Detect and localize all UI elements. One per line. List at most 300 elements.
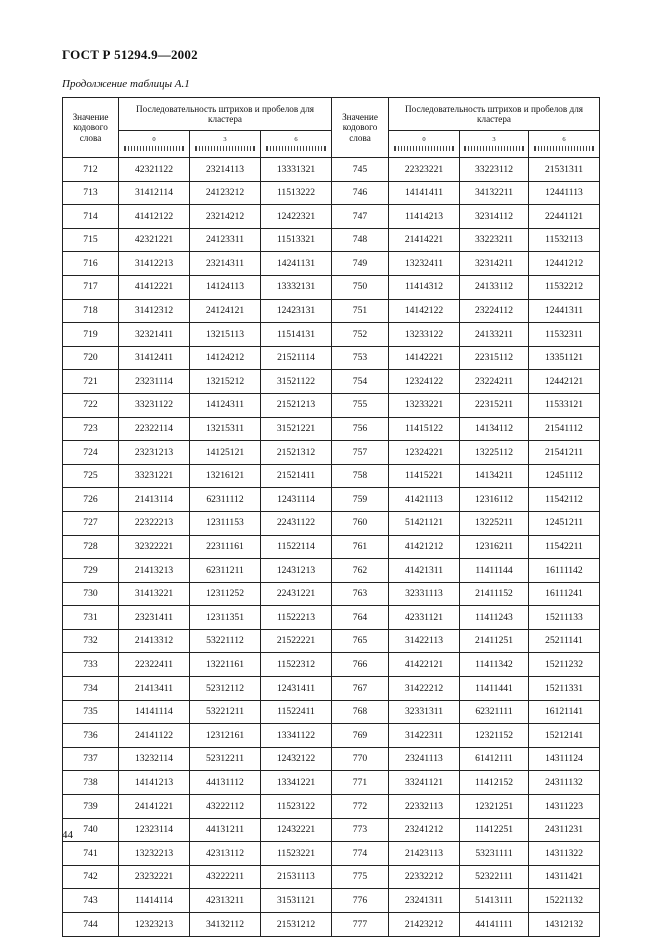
value-cell-left: 721: [63, 370, 119, 394]
value-cell-right: 775: [332, 865, 389, 889]
cluster3-cell-left: 23214113: [190, 158, 261, 182]
cluster3-cell-left: 43222211: [190, 865, 261, 889]
value-cell-right: 751: [332, 299, 389, 323]
cluster3-cell-right: 52322111: [460, 865, 529, 889]
cluster3-cell-right: 21411152: [460, 582, 529, 606]
value-cell-right: 746: [332, 181, 389, 205]
table-row: [63, 795, 600, 819]
value-cell-right: 774: [332, 842, 389, 866]
cluster3-cell-left: 13221161: [190, 653, 261, 677]
pattern-header-0-left: [119, 131, 190, 158]
cluster3-cell-right: 11411243: [460, 606, 529, 630]
value-cell-right: 768: [332, 700, 389, 724]
cluster0-cell-right: 32331311: [389, 700, 460, 724]
cluster6-cell-right: 11532212: [529, 275, 600, 299]
cluster6-cell-right: 16111241: [529, 582, 600, 606]
cluster3-cell-left: 14124311: [190, 393, 261, 417]
value-cell-left: 715: [63, 228, 119, 252]
pattern-header-0-right: [389, 131, 460, 158]
cluster6-cell-left: 12432122: [261, 747, 332, 771]
cluster0-cell-left: 24141122: [119, 724, 190, 748]
cluster6-cell-left: 12431411: [261, 677, 332, 701]
value-cell-left: 743: [63, 889, 119, 913]
table-row: [63, 181, 600, 205]
bar-pattern-icon: [394, 146, 454, 151]
cluster0-cell-right: 23241311: [389, 889, 460, 913]
table-row: [63, 865, 600, 889]
pattern-header-3-right: [460, 131, 529, 158]
value-cell-right: 752: [332, 323, 389, 347]
cluster6-cell-right: 21541112: [529, 417, 600, 441]
cluster0-cell-right: 32331113: [389, 582, 460, 606]
pattern-number: 6: [294, 136, 298, 144]
cluster0-cell-left: 41412122: [119, 205, 190, 229]
cluster6-cell-right: 13351121: [529, 346, 600, 370]
cluster3-cell-left: 44131211: [190, 818, 261, 842]
value-cell-right: 749: [332, 252, 389, 276]
cluster3-cell-right: 13225112: [460, 441, 529, 465]
value-cell-left: 725: [63, 464, 119, 488]
value-cell-left: 712: [63, 158, 119, 182]
cluster3-cell-right: 24133112: [460, 275, 529, 299]
cluster3-cell-left: 62311112: [190, 488, 261, 512]
cluster6-cell-left: 12423131: [261, 299, 332, 323]
cluster3-cell-left: 43222112: [190, 795, 261, 819]
cluster3-cell-left: 23214311: [190, 252, 261, 276]
cluster0-cell-left: 31412411: [119, 346, 190, 370]
table-row: [63, 228, 600, 252]
cluster3-cell-right: 12321251: [460, 795, 529, 819]
value-cell-left: 714: [63, 205, 119, 229]
codeword-table: [62, 97, 600, 937]
cluster6-cell-right: 15221132: [529, 889, 600, 913]
cluster3-cell-left: 14124113: [190, 275, 261, 299]
cluster0-cell-left: 32322221: [119, 535, 190, 559]
table-row: [63, 535, 600, 559]
table-row: [63, 677, 600, 701]
bar-pattern-icon: [195, 146, 255, 151]
table-row: [63, 275, 600, 299]
value-cell-left: 739: [63, 795, 119, 819]
cluster0-cell-left: 13232114: [119, 747, 190, 771]
cluster3-cell-right: 33223112: [460, 158, 529, 182]
cluster6-cell-left: 22431122: [261, 511, 332, 535]
table-row: [63, 158, 600, 182]
cluster3-cell-left: 53221211: [190, 700, 261, 724]
cluster3-cell-right: 11411441: [460, 677, 529, 701]
cluster6-cell-left: 12422321: [261, 205, 332, 229]
value-cell-left: 737: [63, 747, 119, 771]
cluster3-cell-left: 13215212: [190, 370, 261, 394]
cluster3-cell-right: 22315211: [460, 393, 529, 417]
cluster3-cell-right: 22315112: [460, 346, 529, 370]
cluster0-cell-left: 22322411: [119, 653, 190, 677]
table-row: [63, 842, 600, 866]
cluster0-cell-left: 31412114: [119, 181, 190, 205]
cluster0-cell-left: 12323114: [119, 818, 190, 842]
bar-pattern-icon: [534, 146, 594, 151]
value-cell-left: 713: [63, 181, 119, 205]
value-cell-left: 744: [63, 913, 119, 937]
cluster3-cell-left: 12312161: [190, 724, 261, 748]
value-cell-right: 776: [332, 889, 389, 913]
cluster6-cell-left: 21521411: [261, 464, 332, 488]
value-cell-right: 761: [332, 535, 389, 559]
value-cell-left: 741: [63, 842, 119, 866]
table-row: [63, 700, 600, 724]
cluster6-cell-right: 25211141: [529, 629, 600, 653]
cluster0-cell-right: 11415122: [389, 417, 460, 441]
value-cell-left: 734: [63, 677, 119, 701]
table-row: [63, 205, 600, 229]
value-cell-right: 762: [332, 559, 389, 583]
cluster3-cell-left: 23214212: [190, 205, 261, 229]
cluster0-cell-right: 21423212: [389, 913, 460, 937]
cluster3-cell-right: 32314112: [460, 205, 529, 229]
cluster0-cell-right: 22332212: [389, 865, 460, 889]
cluster3-cell-left: 22311161: [190, 535, 261, 559]
cluster3-cell-left: 44131112: [190, 771, 261, 795]
value-cell-right: 767: [332, 677, 389, 701]
cluster6-cell-right: 16121141: [529, 700, 600, 724]
cluster6-cell-right: 12441311: [529, 299, 600, 323]
value-cell-right: 769: [332, 724, 389, 748]
cluster6-cell-left: 31521221: [261, 417, 332, 441]
cluster0-cell-right: 42331121: [389, 606, 460, 630]
cluster0-cell-left: 22322213: [119, 511, 190, 535]
value-cell-right: 756: [332, 417, 389, 441]
value-cell-left: 733: [63, 653, 119, 677]
cluster3-cell-right: 32314211: [460, 252, 529, 276]
cluster6-cell-left: 21521312: [261, 441, 332, 465]
value-cell-left: 740: [63, 818, 119, 842]
cluster0-cell-left: 24141221: [119, 795, 190, 819]
cluster6-cell-left: 11522411: [261, 700, 332, 724]
cluster3-cell-right: 12316211: [460, 535, 529, 559]
value-cell-left: 717: [63, 275, 119, 299]
cluster3-cell-right: 62321111: [460, 700, 529, 724]
cluster0-cell-right: 31422113: [389, 629, 460, 653]
cluster6-cell-left: 14241131: [261, 252, 332, 276]
cluster0-cell-right: 41421113: [389, 488, 460, 512]
cluster3-cell-right: 11411144: [460, 559, 529, 583]
cluster6-cell-right: 14311322: [529, 842, 600, 866]
cluster3-cell-left: 53221112: [190, 629, 261, 653]
cluster0-cell-right: 31422212: [389, 677, 460, 701]
value-cell-right: 748: [332, 228, 389, 252]
cluster6-cell-left: 11522312: [261, 653, 332, 677]
value-cell-left: 718: [63, 299, 119, 323]
pattern-header-3-left: [190, 131, 261, 158]
cluster3-cell-left: 13215311: [190, 417, 261, 441]
value-cell-left: 719: [63, 323, 119, 347]
cluster6-cell-left: 13331321: [261, 158, 332, 182]
value-cell-right: 758: [332, 464, 389, 488]
cluster0-cell-right: 14141411: [389, 181, 460, 205]
cluster6-cell-right: 12442121: [529, 370, 600, 394]
cluster3-cell-right: 12316112: [460, 488, 529, 512]
cluster3-cell-left: 12311153: [190, 511, 261, 535]
cluster3-cell-right: 44141111: [460, 913, 529, 937]
value-cell-left: 716: [63, 252, 119, 276]
cluster0-cell-right: 11415221: [389, 464, 460, 488]
cluster3-cell-left: 13215113: [190, 323, 261, 347]
cluster0-cell-left: 11414114: [119, 889, 190, 913]
table-row: [63, 629, 600, 653]
cluster3-cell-left: 52312211: [190, 747, 261, 771]
cluster3-cell-left: 62311211: [190, 559, 261, 583]
cluster0-cell-left: 13232213: [119, 842, 190, 866]
table-row: [63, 370, 600, 394]
sequence-header-right: Последовательность штрихов и пробелов для кластера: [389, 98, 600, 131]
cluster0-cell-left: 14141114: [119, 700, 190, 724]
cluster6-cell-right: 11532311: [529, 323, 600, 347]
value-cell-right: 763: [332, 582, 389, 606]
cluster6-cell-left: 11513222: [261, 181, 332, 205]
value-cell-right: 772: [332, 795, 389, 819]
cluster6-cell-left: 11514131: [261, 323, 332, 347]
cluster0-cell-right: 31422311: [389, 724, 460, 748]
cluster6-cell-left: 21521213: [261, 393, 332, 417]
value-header-right: Значение кодового слова: [332, 98, 389, 158]
value-cell-right: 760: [332, 511, 389, 535]
cluster0-cell-right: 41421212: [389, 535, 460, 559]
table-row: [63, 323, 600, 347]
cluster6-cell-right: 11542112: [529, 488, 600, 512]
cluster6-cell-right: 12451211: [529, 511, 600, 535]
table-row: [63, 913, 600, 937]
cluster3-cell-left: 24123212: [190, 181, 261, 205]
cluster3-cell-right: 53231111: [460, 842, 529, 866]
cluster3-cell-left: 24123311: [190, 228, 261, 252]
cluster6-cell-left: 13341221: [261, 771, 332, 795]
cluster6-cell-right: 11542211: [529, 535, 600, 559]
cluster3-cell-right: 12321152: [460, 724, 529, 748]
value-cell-right: 757: [332, 441, 389, 465]
cluster0-cell-right: 22332113: [389, 795, 460, 819]
cluster3-cell-left: 13216121: [190, 464, 261, 488]
cluster0-cell-right: 11414213: [389, 205, 460, 229]
cluster3-cell-right: 11412251: [460, 818, 529, 842]
cluster3-cell-right: 13225211: [460, 511, 529, 535]
cluster3-cell-left: 52312112: [190, 677, 261, 701]
cluster3-cell-right: 14134112: [460, 417, 529, 441]
cluster6-cell-left: 22431221: [261, 582, 332, 606]
table-row: [63, 511, 600, 535]
cluster0-cell-right: 12324221: [389, 441, 460, 465]
cluster6-cell-right: 12441113: [529, 181, 600, 205]
cluster0-cell-left: 21413312: [119, 629, 190, 653]
cluster0-cell-left: 31413221: [119, 582, 190, 606]
cluster0-cell-right: 21423113: [389, 842, 460, 866]
cluster6-cell-right: 14311223: [529, 795, 600, 819]
value-cell-left: 732: [63, 629, 119, 653]
value-cell-left: 729: [63, 559, 119, 583]
value-cell-right: 777: [332, 913, 389, 937]
bar-pattern-icon: [124, 146, 184, 151]
cluster0-cell-right: 13233122: [389, 323, 460, 347]
pattern-header-6-right: [529, 131, 600, 158]
cluster3-cell-right: 23224211: [460, 370, 529, 394]
cluster6-cell-left: 21522221: [261, 629, 332, 653]
cluster0-cell-left: 42321122: [119, 158, 190, 182]
table-row: [63, 441, 600, 465]
table-row: [63, 488, 600, 512]
cluster0-cell-left: 21413114: [119, 488, 190, 512]
bar-pattern-icon: [464, 146, 524, 151]
cluster0-cell-right: 22323221: [389, 158, 460, 182]
cluster6-cell-right: 24311231: [529, 818, 600, 842]
cluster6-cell-left: 31521122: [261, 370, 332, 394]
cluster6-cell-left: 12432221: [261, 818, 332, 842]
value-cell-right: 770: [332, 747, 389, 771]
cluster0-cell-left: 22322114: [119, 417, 190, 441]
value-cell-left: 736: [63, 724, 119, 748]
cluster0-cell-left: 23231114: [119, 370, 190, 394]
cluster6-cell-right: 22441121: [529, 205, 600, 229]
value-cell-left: 726: [63, 488, 119, 512]
cluster6-cell-left: 13332131: [261, 275, 332, 299]
table-body: [63, 158, 600, 937]
sequence-header-left: Последовательность штрихов и пробелов для кластера: [119, 98, 332, 131]
cluster0-cell-left: 23232221: [119, 865, 190, 889]
cluster6-cell-left: 21531212: [261, 913, 332, 937]
value-cell-left: 728: [63, 535, 119, 559]
cluster6-cell-left: 11523122: [261, 795, 332, 819]
cluster0-cell-left: 31412213: [119, 252, 190, 276]
cluster3-cell-right: 34132211: [460, 181, 529, 205]
cluster0-cell-left: 33231122: [119, 393, 190, 417]
pattern-number: 0: [422, 136, 426, 144]
pattern-header-6-left: [261, 131, 332, 158]
pattern-number: 6: [562, 136, 566, 144]
cluster0-cell-right: 41422121: [389, 653, 460, 677]
document-title: ГОСТ Р 51294.9—2002: [62, 47, 198, 62]
value-cell-left: 720: [63, 346, 119, 370]
cluster0-cell-left: 12323213: [119, 913, 190, 937]
cluster0-cell-left: 21413213: [119, 559, 190, 583]
cluster3-cell-right: 11411342: [460, 653, 529, 677]
cluster6-cell-left: 13341122: [261, 724, 332, 748]
cluster3-cell-right: 24133211: [460, 323, 529, 347]
cluster3-cell-left: 14125121: [190, 441, 261, 465]
cluster0-cell-left: 32321411: [119, 323, 190, 347]
cluster6-cell-left: 12431114: [261, 488, 332, 512]
cluster6-cell-left: 11522114: [261, 535, 332, 559]
cluster0-cell-right: 51421121: [389, 511, 460, 535]
table-row: [63, 889, 600, 913]
table-row: [63, 818, 600, 842]
table-row: [63, 252, 600, 276]
value-cell-left: 727: [63, 511, 119, 535]
cluster6-cell-right: 11533121: [529, 393, 600, 417]
cluster6-cell-left: 12431213: [261, 559, 332, 583]
cluster6-cell-right: 15212141: [529, 724, 600, 748]
table-row: [63, 724, 600, 748]
value-cell-right: 766: [332, 653, 389, 677]
cluster6-cell-right: 21541211: [529, 441, 600, 465]
cluster3-cell-right: 11412152: [460, 771, 529, 795]
cluster0-cell-right: 13232411: [389, 252, 460, 276]
cluster6-cell-right: 14311421: [529, 865, 600, 889]
value-cell-right: 773: [332, 818, 389, 842]
cluster3-cell-left: 42313211: [190, 889, 261, 913]
cluster6-cell-right: 15211331: [529, 677, 600, 701]
value-cell-right: 753: [332, 346, 389, 370]
cluster6-cell-right: 15211133: [529, 606, 600, 630]
value-cell-right: 750: [332, 275, 389, 299]
table-row: [63, 464, 600, 488]
cluster0-cell-left: 14141213: [119, 771, 190, 795]
cluster6-cell-left: 11523221: [261, 842, 332, 866]
value-cell-right: 759: [332, 488, 389, 512]
pattern-number: 3: [492, 136, 496, 144]
cluster0-cell-right: 41421311: [389, 559, 460, 583]
table-caption: Продолжение таблицы А.1: [62, 78, 190, 90]
cluster0-cell-right: 12324122: [389, 370, 460, 394]
value-cell-right: 765: [332, 629, 389, 653]
cluster0-cell-right: 33241121: [389, 771, 460, 795]
cluster6-cell-right: 16111142: [529, 559, 600, 583]
table-row: [63, 393, 600, 417]
cluster6-cell-right: 11532113: [529, 228, 600, 252]
cluster6-cell-right: 14311124: [529, 747, 600, 771]
value-cell-right: 764: [332, 606, 389, 630]
value-cell-right: 754: [332, 370, 389, 394]
cluster0-cell-left: 21413411: [119, 677, 190, 701]
cluster3-cell-right: 51413111: [460, 889, 529, 913]
pattern-number: 0: [152, 136, 156, 144]
cluster3-cell-right: 61412111: [460, 747, 529, 771]
table-row: [63, 653, 600, 677]
cluster0-cell-left: 33231221: [119, 464, 190, 488]
cluster6-cell-left: 11522213: [261, 606, 332, 630]
table-row: [63, 559, 600, 583]
cluster3-cell-left: 24124121: [190, 299, 261, 323]
cluster6-cell-right: 21531311: [529, 158, 600, 182]
cluster0-cell-right: 21414221: [389, 228, 460, 252]
table-row: [63, 606, 600, 630]
cluster0-cell-right: 14142122: [389, 299, 460, 323]
cluster0-cell-right: 23241113: [389, 747, 460, 771]
cluster0-cell-left: 41412221: [119, 275, 190, 299]
value-cell-right: 755: [332, 393, 389, 417]
value-cell-right: 771: [332, 771, 389, 795]
value-cell-left: 738: [63, 771, 119, 795]
table-row: [63, 299, 600, 323]
cluster3-cell-left: 14124212: [190, 346, 261, 370]
value-cell-left: 742: [63, 865, 119, 889]
cluster0-cell-left: 23231213: [119, 441, 190, 465]
value-cell-left: 730: [63, 582, 119, 606]
cluster6-cell-right: 12451112: [529, 464, 600, 488]
cluster0-cell-right: 23241212: [389, 818, 460, 842]
cluster3-cell-right: 21411251: [460, 629, 529, 653]
cluster3-cell-left: 12311252: [190, 582, 261, 606]
cluster6-cell-right: 24311132: [529, 771, 600, 795]
cluster0-cell-right: 13233221: [389, 393, 460, 417]
cluster6-cell-left: 21531113: [261, 865, 332, 889]
cluster3-cell-left: 42313112: [190, 842, 261, 866]
cluster6-cell-right: 15211232: [529, 653, 600, 677]
table-row: [63, 747, 600, 771]
cluster6-cell-left: 21521114: [261, 346, 332, 370]
cluster6-cell-left: 31531121: [261, 889, 332, 913]
value-header-left: Значение кодового слова: [63, 98, 119, 158]
pattern-number: 3: [223, 136, 227, 144]
cluster3-cell-left: 34132112: [190, 913, 261, 937]
page-number: 44: [62, 829, 73, 841]
